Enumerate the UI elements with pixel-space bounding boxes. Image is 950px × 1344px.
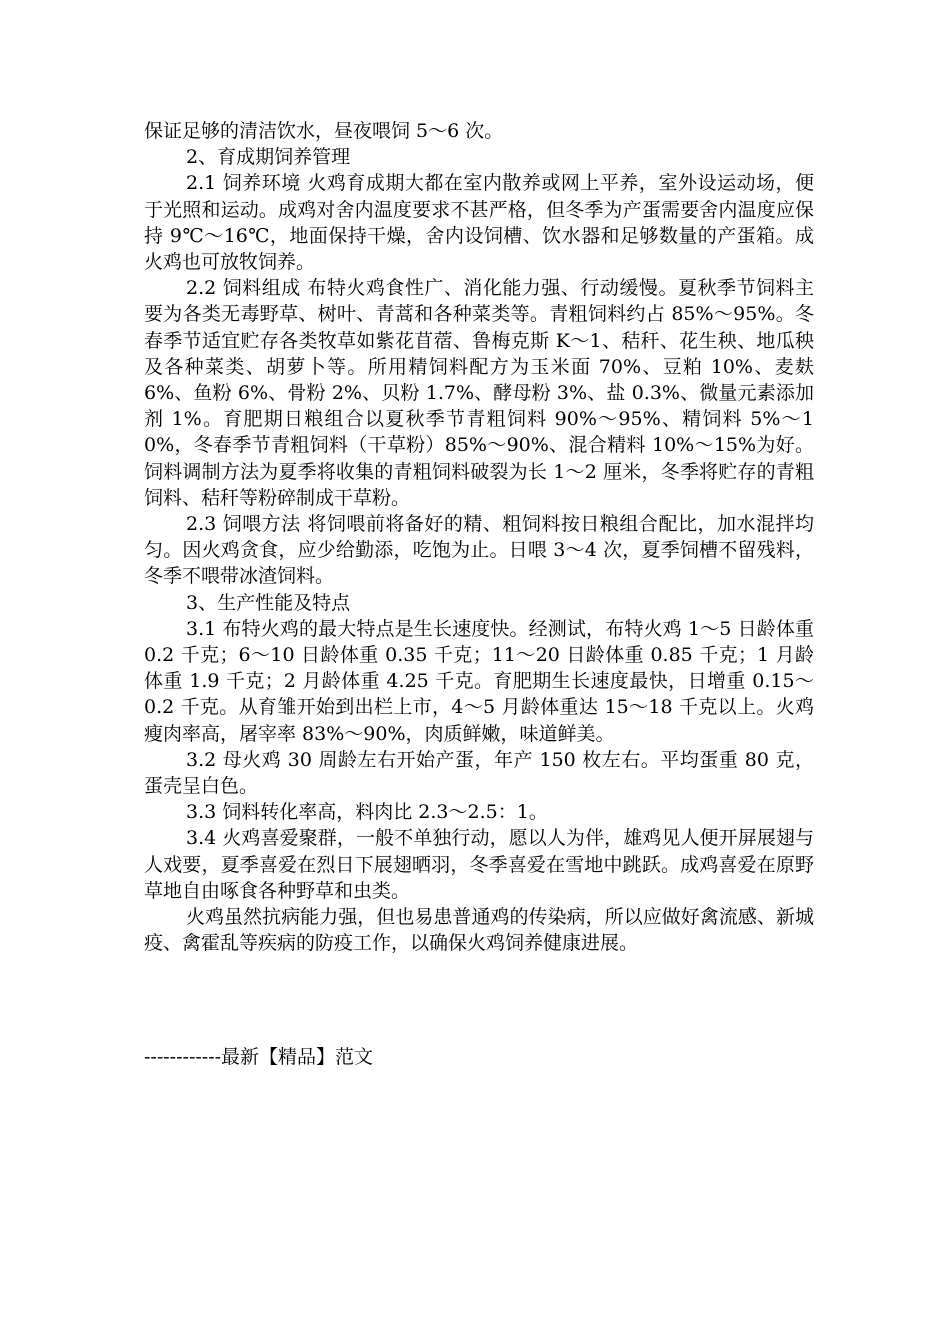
paragraph-3-2: 3.2 母火鸡 30 周龄左右开始产蛋，年产 150 枚左右。平均蛋重 80 克，蛋壳呈白色。 — [144, 748, 814, 798]
paragraph-3-4: 3.4 火鸡喜爱聚群，一般不单独行动，愿以人为伴，雄鸡见人便开屏展翅与人戏要，夏季喜爱在烈日下展翅晒羽，冬季喜爱在雪地中跳跃。成鸡喜爱在原野草地自由啄食各种野草和虫类。 — [144, 827, 814, 902]
paragraph-2-3: 2.3 饲喂方法 将饲喂前将备好的精、粗饲料按日粮组合配比，加水混拌均匀。因火鸡贪食，应少给勤添，吃饱为止。日喂 3～4 次，夏季饲槽不留残料，冬季不喂带冰渣饲料。 — [144, 513, 814, 588]
paragraph-3-1: 3.1 布特火鸡的最大特点是生长速度快。经测试，布特火鸡 1～5 日龄体重 0.2 千克；6～10 日龄体重 0.35 千克；11～20 日龄体重 0.85 千克；1 月龄体重 1.9 千克；2 月龄体重 4.25 千克。育肥期生长速度最快，日增重 0.15～0.2 千克。从育雏开始到出栏上市，4～5 月龄体重达 15～18 千克以上。火鸡瘦肉率高，屠宰率 83%～90%，肉质鲜嫩，味道鲜美。 — [144, 617, 814, 745]
paragraph-2-2: 2.2 饲料组成 布特火鸡食性广、消化能力强、行动缓慢。夏秋季节饲料主要为各类无毒野草、树叶、青蒿和各种菜类等。青粗饲料约占 85%～95%。冬春季节适宜贮存各类牧草如紫花苜蓿、鲁梅克斯 K～1、秸秆、花生秧、地瓜秧及各种菜类、胡萝卜等。所用精饲料配方为玉米面 70%、豆粕 10%、麦麸 6%、鱼粉 6%、骨粉 2%、贝粉 1.7%、酵母粉 3%、盐 0.3%、微量元素添加剂 1%。育肥期日粮组合以夏秋季节青粗饲料 90%～95%、精饲料 5%～10%，冬春季节青粗饲料（干草粉）85%～90%、混合精料 10%～15%为好。饲料调制方法为夏季将收集的青粗饲料破裂为长 1～2 厘米，冬季将贮存的青粗饲料、秸秆等粉碎制成干草粉。 — [144, 277, 814, 509]
heading-section-2: 2、育成期饲养管理 — [186, 146, 351, 169]
paragraph-3-3: 3.3 饲料转化率高，料肉比 2.3～2.5：1。 — [186, 801, 548, 824]
paragraph-2-1: 2.1 饲养环境 火鸡育成期大都在室内散养或网上平养，室外设运动场，便于光照和运动。成鸡对舍内温度要求不甚严格，但冬季为产蛋需要舍内温度应保持 9℃～16℃，地面保持干燥，舍内设饲槽、饮水器和足够数量的产蛋箱。成火鸡也可放牧饲养。 — [144, 172, 814, 274]
paragraph-conclusion: 火鸡虽然抗病能力强，但也易患普通鸡的传染病，所以应做好禽流感、新城疫、禽霍乱等疾病的防疫工作，以确保火鸡饲养健康进展。 — [144, 906, 814, 955]
document-body — [144, 118, 814, 957]
heading-section-3: 3、生产性能及特点 — [186, 591, 351, 614]
footer-label: ------------最新【精品】范文 — [144, 1046, 374, 1068]
paragraph-1: 保证足够的清洁饮水，昼夜喂饲 5～6 次。 — [144, 120, 504, 142]
